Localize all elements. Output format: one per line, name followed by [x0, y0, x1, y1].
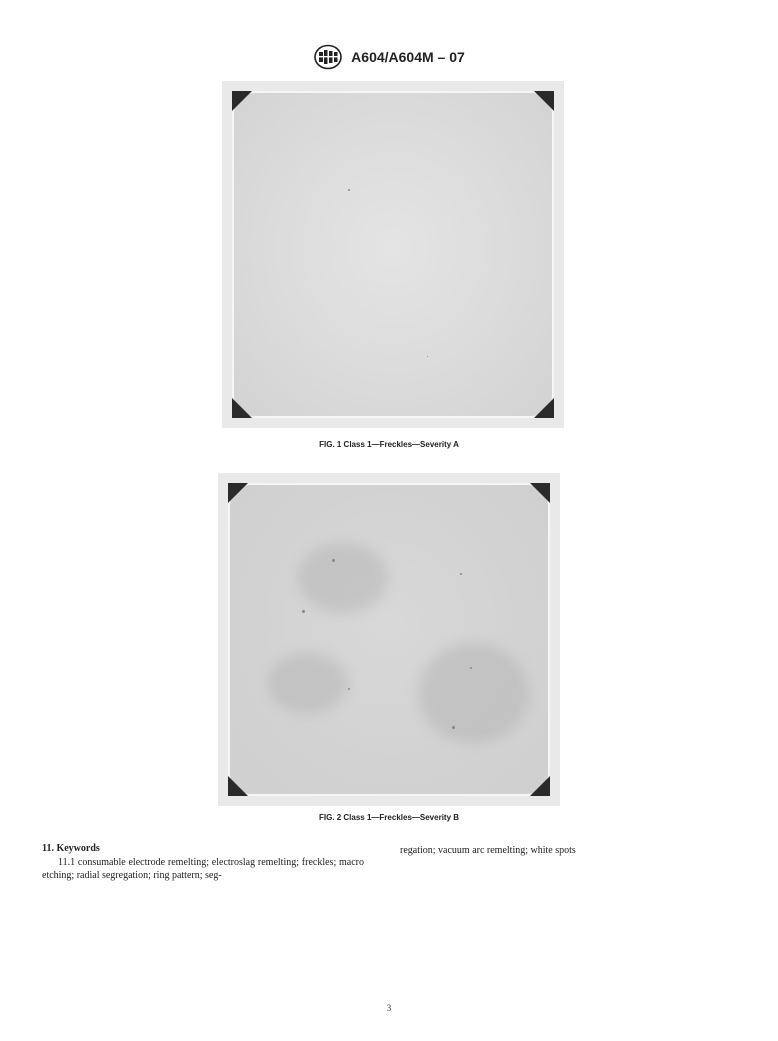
- figure-1-macrograph: [222, 81, 564, 428]
- freckle-spot: [460, 573, 462, 575]
- figure-2-macrograph: [218, 473, 560, 806]
- keywords-section-right: [400, 844, 730, 857]
- freckle-spot: [427, 356, 428, 357]
- keywords-section-left: [42, 842, 364, 882]
- segregation-mottle: [418, 643, 528, 743]
- specimen-corner: [534, 91, 554, 111]
- specimen-corner: [228, 776, 248, 796]
- figure-1-caption: FIG. 1 Class 1—Freckles—Severity A: [319, 440, 459, 449]
- segregation-mottle: [298, 543, 388, 613]
- freckle-spot: [348, 189, 350, 191]
- segregation-mottle: [268, 653, 348, 713]
- freckle-spot: [302, 610, 305, 613]
- page-header: [0, 44, 778, 70]
- specimen-corner: [534, 398, 554, 418]
- specimen-surface: [228, 483, 550, 796]
- specimen-corner: [228, 483, 248, 503]
- freckle-spot: [348, 688, 350, 690]
- keywords-paragraph-continued: regation; vacuum arc remelting; white spots: [400, 845, 576, 856]
- page-number: 3: [386, 1003, 392, 1013]
- document-designation: A604/A604M – 07: [351, 49, 465, 65]
- freckle-spot: [452, 726, 455, 729]
- freckle-spot: [470, 667, 472, 669]
- specimen-corner: [530, 776, 550, 796]
- section-title: 11. Keywords: [42, 843, 100, 854]
- specimen-surface: [232, 91, 554, 418]
- freckle-spot: [332, 559, 335, 562]
- specimen-corner: [530, 483, 550, 503]
- specimen-corner: [232, 398, 252, 418]
- astm-logo-icon: [313, 44, 343, 70]
- specimen-corner: [232, 91, 252, 111]
- figure-2-caption: FIG. 2 Class 1—Freckles—Severity B: [318, 813, 460, 822]
- keywords-paragraph: 11.1 consumable electrode remelting; electroslag remelting; freckles; macro etching; radial segregation; ring pattern; seg-: [42, 857, 364, 881]
